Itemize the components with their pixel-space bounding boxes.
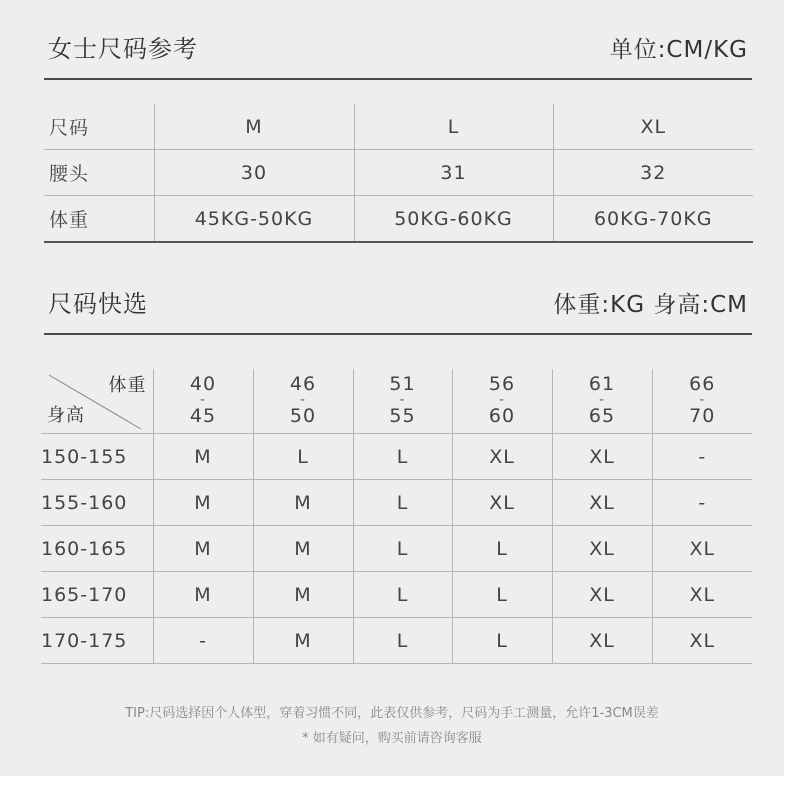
row-label: 尺码 bbox=[44, 104, 154, 150]
row-label: 体重 bbox=[44, 196, 154, 243]
weight-range-header bbox=[353, 369, 452, 434]
weight-range-header bbox=[253, 369, 353, 434]
size-cell: M bbox=[253, 480, 353, 526]
size-cell: M bbox=[153, 434, 253, 480]
table-cell: 30 bbox=[154, 150, 354, 196]
weight-to: 50 bbox=[289, 404, 317, 427]
size-cell: L bbox=[353, 572, 452, 618]
weight-from: 61 bbox=[588, 372, 616, 395]
weight-range-header bbox=[552, 369, 652, 434]
size-cell: M bbox=[253, 526, 353, 572]
weight-separator: - bbox=[199, 391, 207, 408]
quick-select-header bbox=[44, 255, 752, 335]
size-cell: L bbox=[452, 572, 552, 618]
weight-from: 56 bbox=[488, 372, 516, 395]
weight-to: 70 bbox=[689, 404, 716, 427]
table-row bbox=[41, 434, 752, 480]
weight-separator: - bbox=[699, 391, 706, 408]
quick-select-unit: 体重:KG 身高:CM bbox=[553, 292, 748, 318]
size-cell: XL bbox=[652, 572, 752, 618]
height-range-label: 165-170 bbox=[41, 572, 153, 618]
weight-separator: - bbox=[598, 391, 606, 408]
weight-range-header bbox=[153, 369, 253, 434]
corner-cell bbox=[41, 369, 153, 434]
size-cell: XL bbox=[552, 526, 652, 572]
quick-select-table bbox=[41, 369, 752, 664]
weight-to: 45 bbox=[189, 404, 217, 427]
table-row bbox=[44, 104, 753, 150]
size-cell: L bbox=[353, 434, 452, 480]
height-range-label: 155-160 bbox=[41, 480, 153, 526]
size-cell: XL bbox=[452, 480, 552, 526]
tip-note: TIP:尺码选择因个人体型，穿着习惯不同，此表仅供参考，尺码为手工测量，允许1-3CM误差 bbox=[125, 706, 659, 721]
weight-header-row bbox=[41, 369, 752, 434]
size-cell: - bbox=[153, 618, 253, 664]
weight-range-header bbox=[652, 369, 752, 434]
height-range-label: 160-165 bbox=[41, 526, 153, 572]
size-cell: XL bbox=[652, 618, 752, 664]
size-cell: L bbox=[452, 618, 552, 664]
size-cell: XL bbox=[552, 434, 652, 480]
weight-separator: - bbox=[299, 391, 307, 408]
corner-weight-label: 体重 bbox=[108, 375, 147, 396]
table-cell: 45KG-50KG bbox=[154, 196, 354, 243]
size-cell: XL bbox=[552, 480, 652, 526]
table-cell: 60KG-70KG bbox=[553, 196, 753, 243]
size-cell: L bbox=[353, 480, 452, 526]
size-cell: M bbox=[153, 572, 253, 618]
size-reference-table bbox=[44, 104, 753, 243]
size-reference-title: 女士尺码参考 bbox=[48, 35, 198, 63]
size-cell: M bbox=[153, 526, 253, 572]
row-label: 腰头 bbox=[44, 150, 154, 196]
table-cell: 50KG-60KG bbox=[354, 196, 553, 243]
size-cell: L bbox=[253, 434, 353, 480]
weight-to: 65 bbox=[588, 404, 616, 427]
size-cell: - bbox=[652, 434, 752, 480]
weight-separator: - bbox=[498, 391, 506, 408]
size-cell: XL bbox=[652, 526, 752, 572]
table-cell: 31 bbox=[354, 150, 553, 196]
table-row bbox=[41, 618, 752, 664]
weight-from: 46 bbox=[289, 372, 317, 395]
weight-from: 66 bbox=[689, 372, 716, 395]
table-cell: 32 bbox=[553, 150, 753, 196]
table-row bbox=[41, 526, 752, 572]
size-reference-unit: 单位:CM/KG bbox=[609, 37, 748, 63]
size-cell: M bbox=[253, 618, 353, 664]
weight-from: 40 bbox=[189, 372, 217, 395]
table-cell: XL bbox=[553, 104, 753, 150]
table-row bbox=[41, 480, 752, 526]
quick-select-title: 尺码快选 bbox=[48, 290, 148, 318]
size-cell: XL bbox=[552, 572, 652, 618]
size-cell: L bbox=[353, 618, 452, 664]
table-row bbox=[44, 150, 753, 196]
size-cell: M bbox=[253, 572, 353, 618]
table-row bbox=[41, 572, 752, 618]
height-range-label: 150-155 bbox=[41, 434, 153, 480]
weight-separator: - bbox=[399, 391, 406, 408]
contact-note: * 如有疑问，购买前请咨询客服 bbox=[302, 731, 482, 746]
height-range-label: 170-175 bbox=[41, 618, 153, 664]
size-cell: M bbox=[153, 480, 253, 526]
weight-from: 51 bbox=[389, 372, 416, 395]
size-cell: L bbox=[353, 526, 452, 572]
weight-range-header bbox=[452, 369, 552, 434]
table-cell: L bbox=[354, 104, 553, 150]
corner-height-label: 身高 bbox=[47, 405, 85, 426]
size-cell: XL bbox=[552, 618, 652, 664]
size-cell: L bbox=[452, 526, 552, 572]
size-reference-header bbox=[44, 0, 752, 80]
table-row bbox=[44, 196, 753, 243]
weight-to: 60 bbox=[488, 404, 516, 427]
table-cell: M bbox=[154, 104, 354, 150]
weight-to: 55 bbox=[389, 404, 416, 427]
size-cell: XL bbox=[452, 434, 552, 480]
size-cell: - bbox=[652, 480, 752, 526]
